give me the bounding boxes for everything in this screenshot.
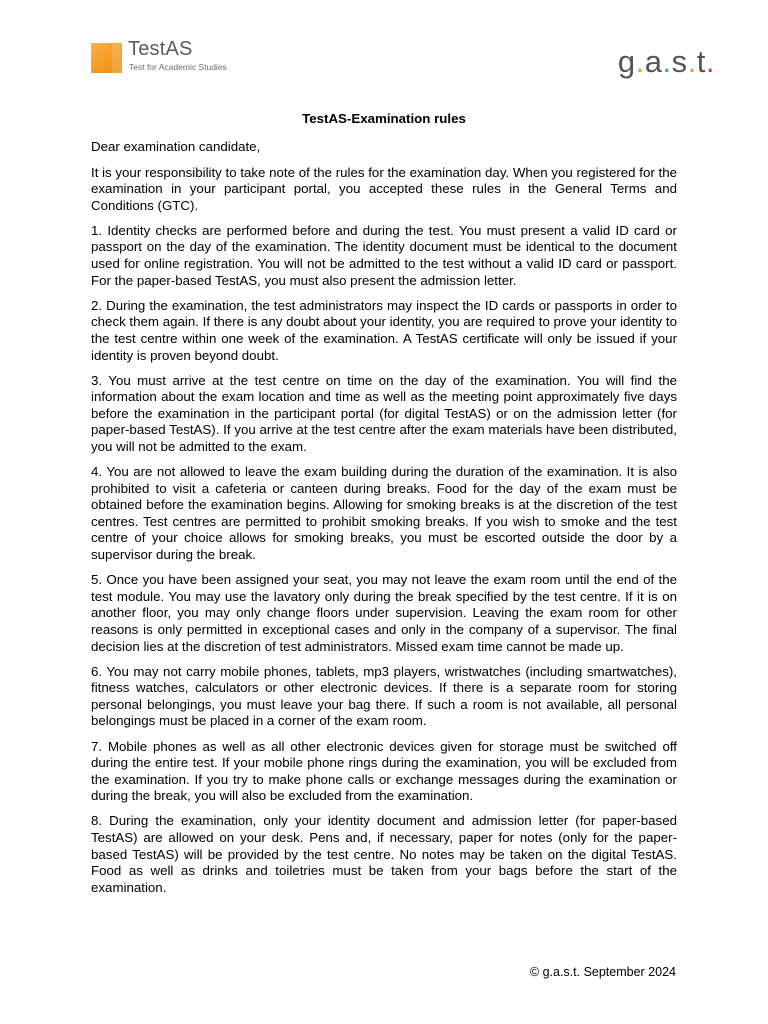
intro-paragraph: It is your responsibility to take note of the rules for the examination day. When you registered for the examination in your participant portal, you accepted these rules in the General Terms and Conditions (GTC). bbox=[91, 164, 677, 213]
logo-tagline: Test for Academic Studies bbox=[129, 62, 227, 72]
rule-3: 3. You must arrive at the test centre on time on the day of the examination. You will find the information about the exam location and time as well as the meeting point approximately five days before the examination in the participant portal (for digital TestAS) or on the admission letter (for paper-based TestAS). If you arrive at the test centre after the exam materials have been distributed, you will not be admitted to the exam. bbox=[91, 372, 677, 454]
gast-logo bbox=[618, 46, 715, 77]
rule-8: 8. During the examination, only your identity document and admission letter (for paper-based TestAS) are allowed on your desk. Pens and, if necessary, paper for notes (only for the paper-based TestAS) will be provided by the test centre. No notes may be taken on the digital TestAS. Food as well as drinks and toiletries must be taken from your bags before the start of the examination. bbox=[91, 813, 677, 895]
footer-copyright: © g.a.s.t. September 2024 bbox=[529, 965, 676, 979]
brand-dot-red: . bbox=[705, 44, 715, 79]
document-title: TestAS-Examination rules bbox=[302, 111, 466, 126]
rule-1: 1. Identity checks are performed before and during the test. You must present a valid ID card or passport on the day of the examination. The identity document must be identical to the document used for online registration. You will not be admitted to the test without a valid ID card or passport. For the paper-based TestAS, you must also present the admission letter. bbox=[91, 222, 677, 288]
brand-dot-orange: . bbox=[635, 44, 645, 79]
brand-dot-orange-2: . bbox=[687, 44, 697, 79]
testas-logo bbox=[91, 38, 251, 75]
brand-letter-g: g bbox=[617, 44, 636, 79]
logo-name: TestAS bbox=[128, 38, 193, 60]
rule-2: 2. During the examination, the test administrators may inspect the ID cards or passports in order to check them again. If there is any doubt about your identity, you are required to prove your identity to the test centre within one week of the examination. A TestAS certificate will only be issued if your identity is proven beyond doubt. bbox=[91, 297, 677, 363]
document-body bbox=[91, 139, 677, 905]
brand-letter-t: t bbox=[696, 44, 706, 79]
salutation: Dear examination candidate, bbox=[91, 139, 261, 154]
brand-letter-a: a bbox=[644, 44, 663, 79]
testas-logo-mark bbox=[91, 43, 122, 73]
rule-6: 6. You may not carry mobile phones, tablets, mp3 players, wristwatches (including smartwatches), fitness watches, calculators or other electronic devices. If there is a separate room for storing personal belongings, you must leave your bag there. If such a room is not available, all personal belongings must be placed in a corner of the exam room. bbox=[91, 663, 677, 729]
rule-5: 5. Once you have been assigned your seat, you may not leave the exam room until the end of the test module. You may use the lavatory only during the break specified by the test centre. If it is on another floor, you may only change floors under supervision. Leaving the exam room for other reasons is only permitted in exceptional cases and only in the company of a supervisor. The final decision lies at the discretion of test administrators. Missed exam time cannot be made up. bbox=[91, 572, 677, 654]
brand-dot-blue: . bbox=[662, 44, 672, 79]
rule-4: 4. You are not allowed to leave the exam building during the duration of the examination. It is also prohibited to visit a cafeteria or canteen during breaks. Food for the day of the exam must be obtained before the examination begins. Allowing for smoking breaks is at the discretion of the test centres. Test centres are permitted to prohibit smoking breaks. If you wish to smoke and the test centre of your choice allows for smoking breaks, you must be escorted outside the door by a supervisor during the break. bbox=[91, 464, 677, 563]
rule-7: 7. Mobile phones as well as all other electronic devices given for storage must be switched off during the entire test. If your mobile phone rings during the examination, you will be excluded from the examination. If you try to make phone calls or exchange messages during the examination or during the break, you will also be excluded from the examination. bbox=[91, 738, 677, 804]
brand-letter-s: s bbox=[671, 44, 688, 79]
